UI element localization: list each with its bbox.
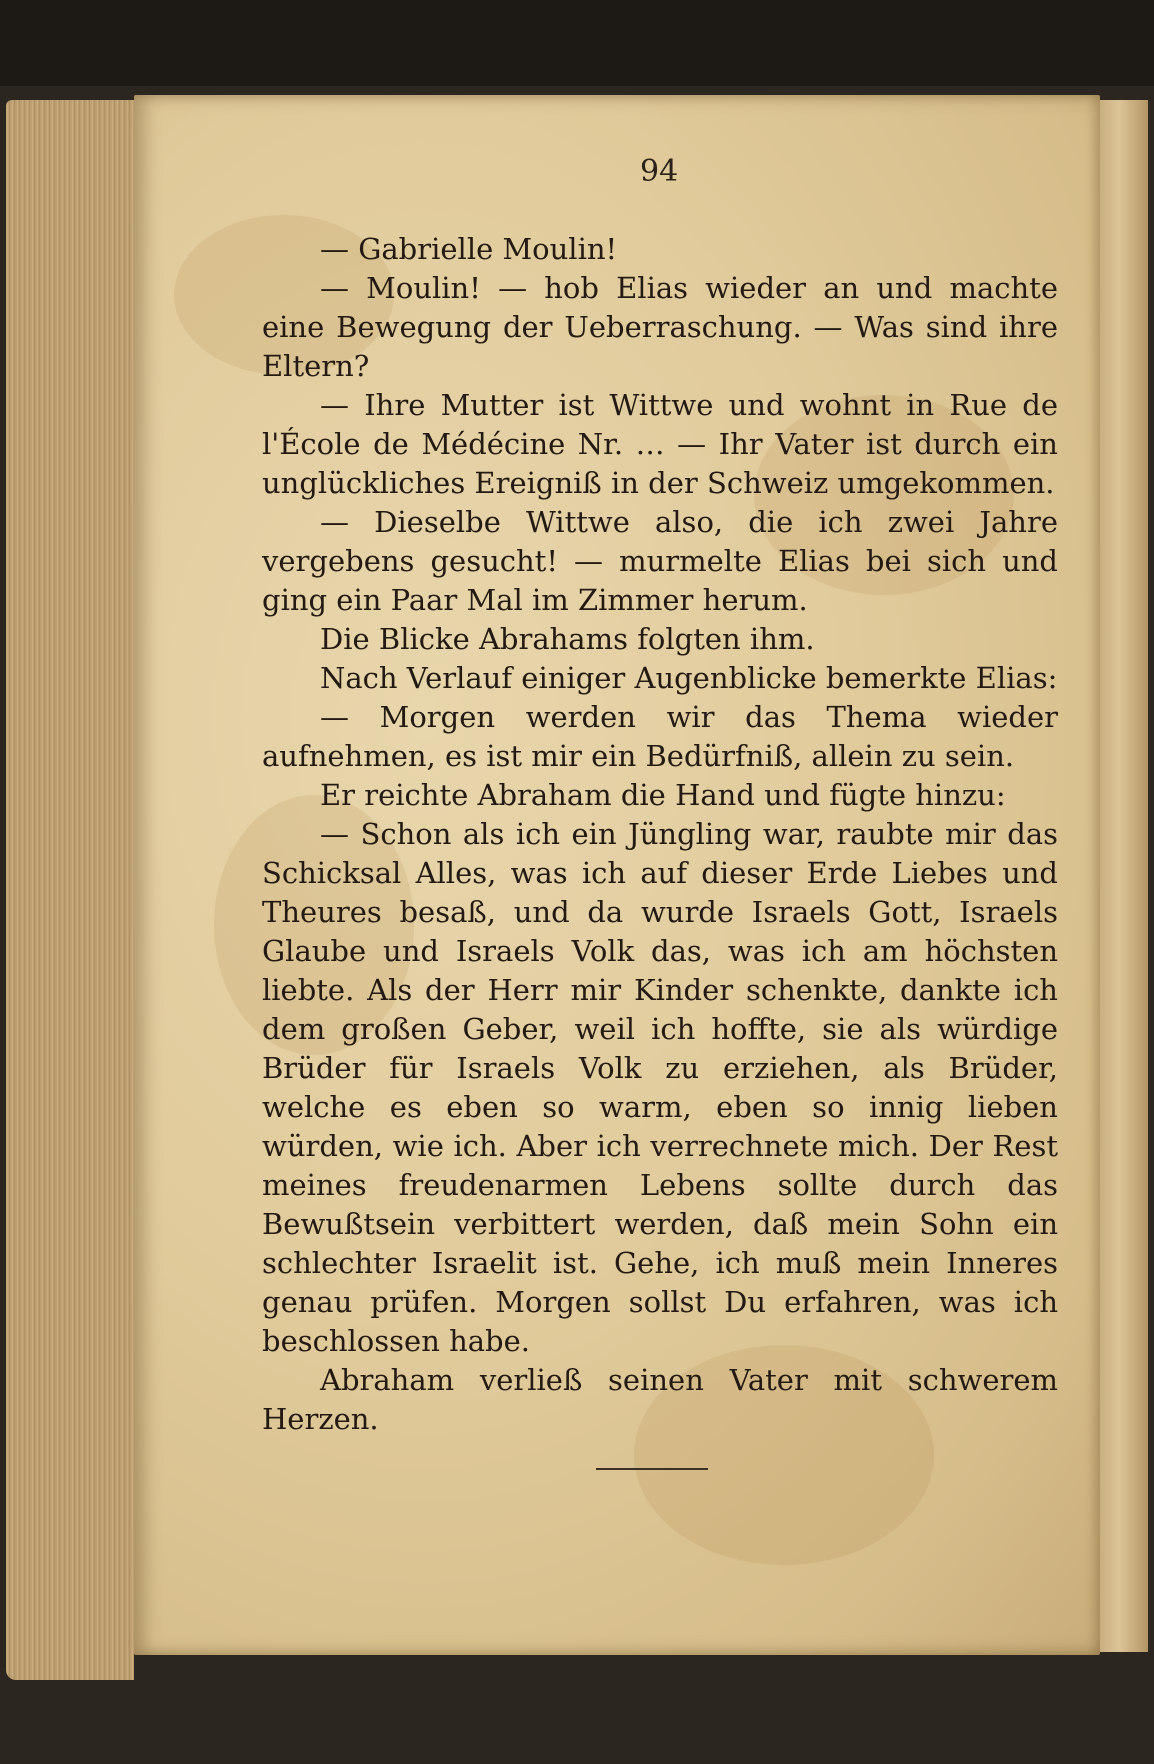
paragraph: — Moulin! — hob Elias wieder an und machte eine Bewegung der Ueberraschung. — Was sind ihre Eltern?: [262, 271, 1058, 383]
paragraph: — Ihre Mutter ist Wittwe und wohnt in Rue de l'École de Médécine Nr. … — Ihr Vater ist durch ein unglückliches Ereigniß in der Schweiz umgekommen.: [262, 388, 1058, 500]
page-block-edge: [6, 100, 134, 1680]
paragraph: Abraham verließ seinen Vater mit schwerem Herzen.: [262, 1363, 1058, 1436]
paragraph: Nach Verlauf einiger Augenblicke bemerkte Elias:: [320, 661, 1058, 695]
paragraph: — Gabrielle Moulin!: [320, 232, 618, 266]
paragraph: Die Blicke Abrahams folgten ihm.: [320, 622, 815, 656]
paragraph: — Dieselbe Wittwe also, die ich zwei Jahre vergebens gesucht! — murmelte Elias bei sich und ging ein Paar Mal im Zimmer herum.: [262, 505, 1058, 617]
body-text: [262, 230, 1058, 1439]
paragraph: Er reichte Abraham die Hand und fügte hinzu:: [320, 778, 1006, 812]
paragraph: — Schon als ich ein Jüngling war, raubte mir das Schicksal Alles, was ich auf dieser Erde Liebes und Theures besaß, und da wurde Israels Gott, Israels Glaube und Israels Volk das, was ich am höchsten liebte. Als der Herr mir Kinder schenkte, dankte ich dem großen Geber, weil ich hoffte, sie als würdige Brüder für Israels Volk zu erziehen, als Brüder, welche es eben so warm, eben so innig lieben würden, wie ich. Aber ich verrechnete mich. Der Rest meines freudenarmen Lebens sollte durch das Bewußtsein verbittert werden, daß mein Sohn ein schlechter Israelit ist. Gehe, ich muß mein Inneres genau prüfen. Morgen sollst Du erfahren, was ich beschlossen habe.: [262, 817, 1058, 1358]
page-number: 94: [640, 154, 679, 189]
facing-page-edge: [1100, 100, 1148, 1652]
paragraph: — Morgen werden wir das Thema wieder aufnehmen, es ist mir ein Bedürfniß, allein zu sein.: [262, 700, 1058, 773]
section-divider: [596, 1468, 708, 1470]
